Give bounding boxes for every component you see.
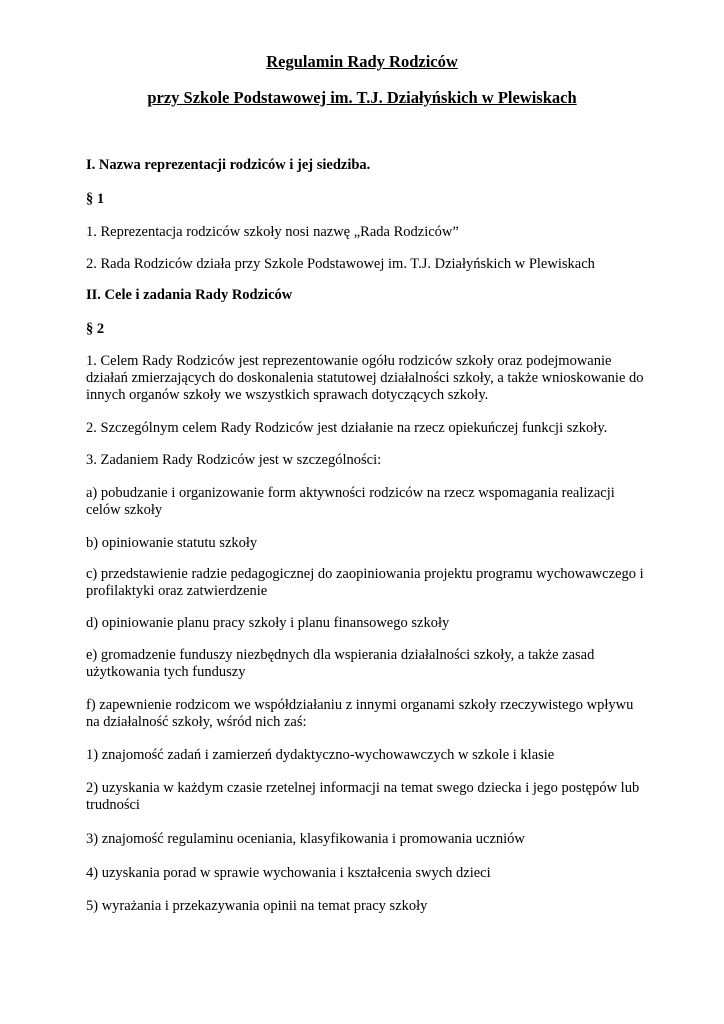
clause-1-1: 1. Reprezentacja rodziców szkoły nosi nazwę „Rada Rodziców” bbox=[86, 224, 459, 240]
right-4: 4) uzyskania porad w sprawie wychowania i kształcenia swych dzieci bbox=[86, 865, 491, 881]
clause-2-3: 3. Zadaniem Rady Rodziców jest w szczególności: bbox=[86, 452, 382, 468]
right-1: 1) znajomość zadań i zamierzeń dydaktyczno-wychowawczych w szkole i klasie bbox=[86, 747, 555, 763]
task-c: c) przedstawienie radzie pedagogicznej do zaopiniowania projektu programu wychowawczego i profilaktyki oraz zatwierdzenie bbox=[86, 566, 644, 599]
document-subtitle: przy Szkole Podstawowej im. T.J. Działyńskich w Plewiskach bbox=[147, 88, 577, 107]
task-a: a) pobudzanie i organizowanie form aktywności rodziców na rzecz wspomagania realizacji celów szkoły bbox=[86, 485, 615, 518]
task-d: d) opiniowanie planu pracy szkoły i planu finansowego szkoły bbox=[86, 615, 450, 631]
clause-1-2: 2. Rada Rodziców działa przy Szkole Podstawowej im. T.J. Działyńskich w Plewiskach bbox=[86, 256, 595, 272]
task-f: f) zapewnienie rodzicom we współdziałaniu z innymi organami szkoły rzeczywistego wpływu na działalność szkoły, wśród nich zaś: bbox=[86, 697, 634, 730]
paragraph-mark-2: § 2 bbox=[86, 321, 105, 337]
document-title: Regulamin Rady Rodziców bbox=[266, 52, 458, 71]
clause-2-1: 1. Celem Rady Rodziców jest reprezentowanie ogółu rodziców szkoły oraz podejmowanie działań zmierzających do doskonalenia statutowej działalności szkoły, a także wnioskowanie do innych organów szkoły we wszystkich sprawach dotyczących szkoły. bbox=[86, 353, 644, 403]
section-heading-2: II. Cele i zadania Rady Rodziców bbox=[86, 287, 293, 303]
right-5: 5) wyrażania i przekazywania opinii na temat pracy szkoły bbox=[86, 898, 428, 914]
section-heading-1: I. Nazwa reprezentacji rodziców i jej siedziba. bbox=[86, 157, 371, 173]
task-b: b) opiniowanie statutu szkoły bbox=[86, 535, 258, 551]
right-2: 2) uzyskania w każdym czasie rzetelnej informacji na temat swego dziecka i jego postępów lub trudności bbox=[86, 780, 640, 813]
clause-2-2: 2. Szczególnym celem Rady Rodziców jest działanie na rzecz opiekuńczej funkcji szkoły. bbox=[86, 420, 608, 436]
right-3: 3) znajomość regulaminu oceniania, klasyfikowania i promowania uczniów bbox=[86, 831, 525, 847]
task-e: e) gromadzenie funduszy niezbędnych dla wspierania działalności szkoły, a także zasad użytkowania tych funduszy bbox=[86, 647, 595, 680]
paragraph-mark-1: § 1 bbox=[86, 191, 105, 207]
